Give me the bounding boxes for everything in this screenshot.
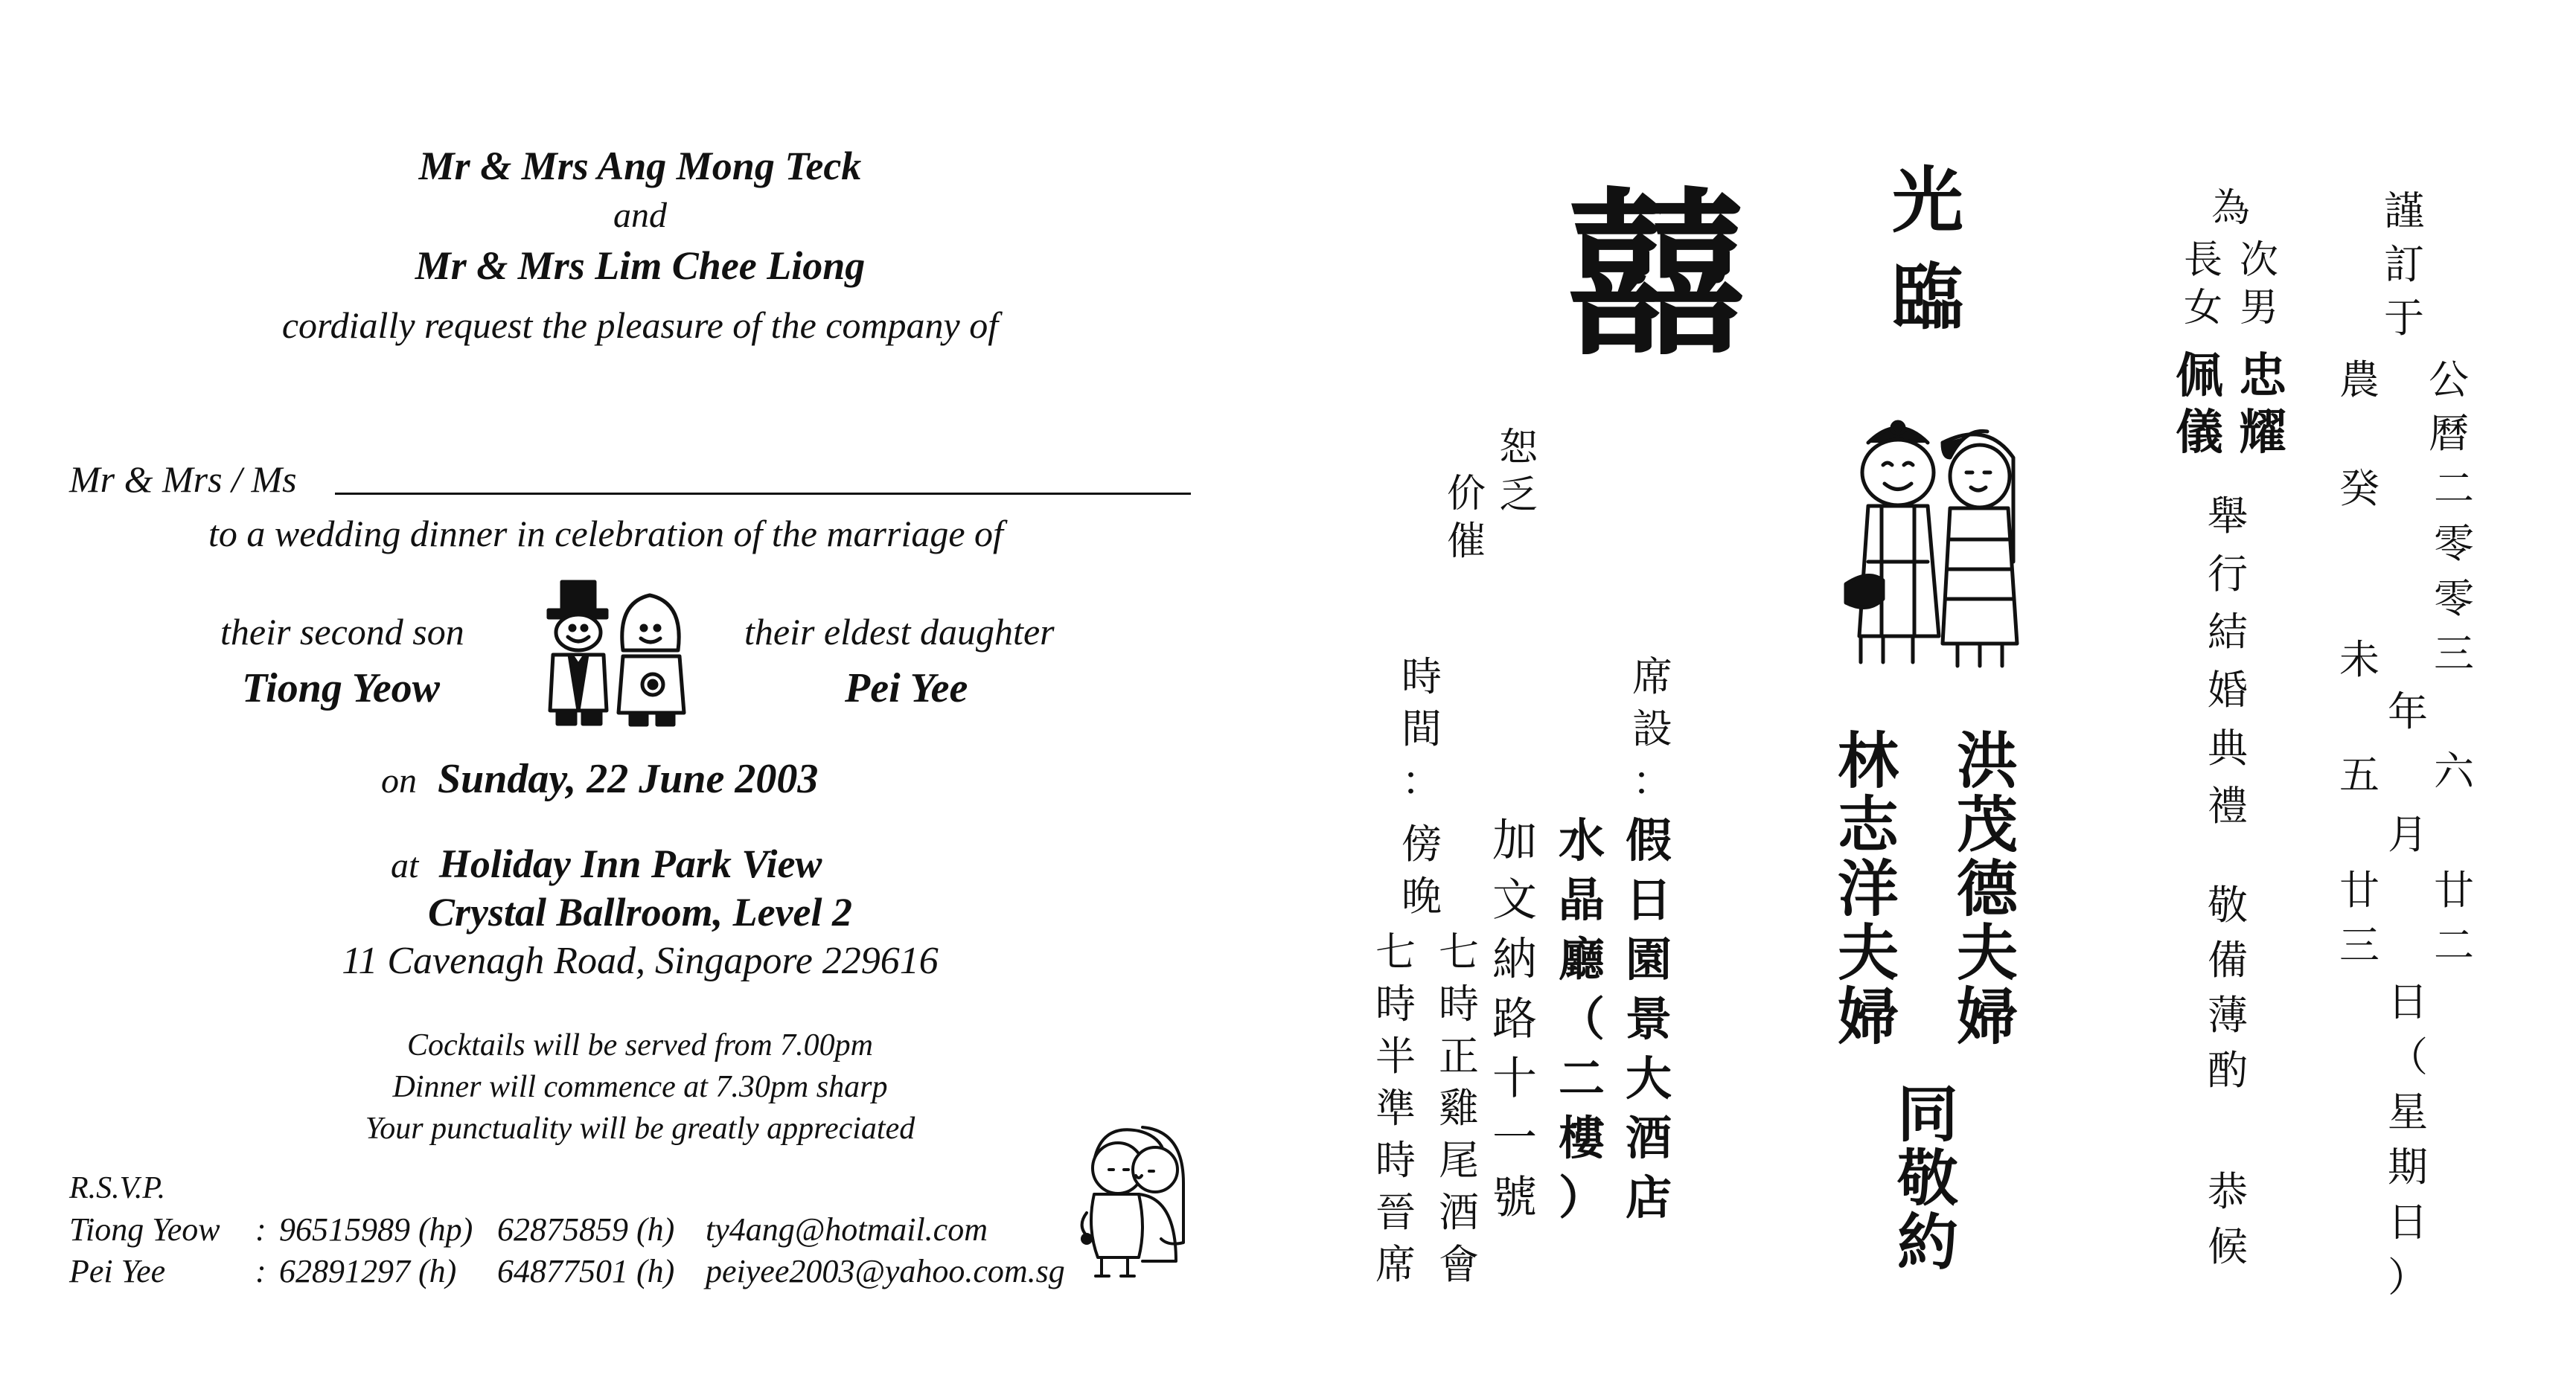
gonghou-column: 恭 候 (2208, 1168, 2248, 1270)
bride-chinese-name: 佩 儀 (2176, 348, 2223, 461)
day-of-week-column: 日 （ 星 期 日 ） (2388, 978, 2428, 1301)
host-line-1: Mr & Mrs Ang Mong Teck (418, 144, 862, 188)
liu-month-column: 六 (2434, 748, 2474, 795)
venue-column: 假 日 園 景 大 酒 店 (1625, 813, 1672, 1225)
wedding-couple-cartoon-icon (1838, 413, 2032, 673)
address-line: 11 Cavenagh Road, Singapore 229616 (342, 940, 939, 982)
groom-chinese-name: 忠 耀 (2239, 348, 2286, 461)
rsvp-phone-h: 64877501 (h) (497, 1253, 675, 1289)
venue-prefix: at (391, 846, 419, 885)
guanglin-column: 光 臨 (1892, 158, 1963, 339)
rsvp-phone-h: 62875859 (h) (497, 1211, 675, 1248)
venue-name: Holiday Inn Park View (438, 842, 822, 886)
bride-name: Pei Yee (845, 665, 968, 711)
date-line (381, 755, 818, 803)
cocktail-time-column: 七 時 正 雞 尾 酒 會 (1439, 929, 1479, 1288)
rsvp-separator: : (255, 1253, 266, 1289)
rsvp-email: peiyee2003@yahoo.com.sg (706, 1253, 1065, 1289)
rsvp-phone-hp: 96515989 (hp) (279, 1211, 473, 1248)
gregorian-year-column: 二 零 零 三 (2434, 465, 2474, 677)
guest-name-line (335, 493, 1191, 495)
guest-label: Mr & Mrs / Ms (69, 458, 297, 500)
bride-relation: their eldest daughter (744, 611, 1055, 653)
dinner-time-column: 七 時 半 準 時 晉 席 (1375, 929, 1416, 1288)
rsvp-phone-hp: 62891297 (h) (279, 1253, 457, 1289)
gongli-column: 公 曆 (2429, 356, 2469, 457)
rsvp-name: Tiong Yeow (69, 1211, 220, 1248)
jingbei-column: 敬 備 薄 酌 (2208, 882, 2248, 1094)
hall-column: 水 晶 廳 （ 二 樓 ） (1558, 813, 1605, 1225)
rsvp-email: ty4ang@hotmail.com (706, 1211, 988, 1248)
jindingyu-column: 謹 訂 于 (2384, 188, 2424, 342)
tongjingyue-column: 同 敬 約 (1896, 1079, 1958, 1278)
rsvp-name: Pei Yee (69, 1253, 166, 1289)
and-line: and (613, 196, 667, 235)
shijian-label-column: 時 間 ： (1402, 653, 1442, 804)
shuzhi-column: 恕 乏 (1498, 426, 1538, 518)
ceremony-column: 舉 行 結 婚 典 禮 (2208, 493, 2248, 830)
host-line-2: Mr & Mrs Lim Chee Liong (415, 243, 866, 288)
venue-line (391, 841, 822, 887)
nian-column: 年 (2388, 688, 2428, 735)
note-cocktails: Cocktails will be served from 7.00pm (406, 1028, 874, 1062)
nong-column: 農 (2339, 356, 2380, 403)
date-prefix: on (381, 761, 417, 801)
rsvp-separator: : (255, 1211, 266, 1248)
wedding-date: Sunday, 22 June 2003 (438, 756, 819, 802)
groom-name: Tiong Yeow (242, 665, 441, 711)
host-lin-column: 林 志 洋 夫 婦 (1837, 725, 1899, 1053)
zhangnu-column: 長 女 (2183, 238, 2222, 330)
yue-column: 月 (2388, 811, 2428, 858)
kissing-couple-icon (1072, 1116, 1198, 1287)
groom-relation: their second son (220, 611, 464, 653)
couple-cartoon-icon (540, 573, 703, 733)
rsvp-label: R.S.V.P. (69, 1171, 166, 1205)
occasion-line: to a wedding dinner in celebration of the marriage of (208, 513, 1003, 554)
gui-column: 癸 (2339, 465, 2380, 512)
wei-column: 為 (2211, 186, 2250, 231)
request-line: cordially request the pleasure of the company of (281, 304, 999, 346)
bangwan-column: 傍 晚 (1402, 821, 1442, 920)
niansan-column: 廿 三 (2339, 867, 2380, 969)
wei-year-column: 未 (2339, 636, 2380, 683)
nianer-column: 廿 二 (2434, 867, 2474, 969)
note-punctuality: Your punctuality will be greatly appreciated (365, 1112, 915, 1146)
address-column: 加 文 納 路 十 一 號 (1492, 815, 1537, 1224)
cinan-column: 次 男 (2239, 238, 2278, 330)
hall-line: Crystal Ballroom, Level 2 (428, 890, 852, 935)
double-happiness-icon: 囍 (1567, 170, 1746, 380)
note-dinner: Dinner will commence at 7.30pm sharp (392, 1070, 888, 1104)
host-hong-column: 洪 茂 德 夫 婦 (1956, 725, 2018, 1053)
xishe-label-column: 席 設 ： (1632, 653, 1672, 804)
wu-month-column: 五 (2339, 751, 2380, 798)
jiecui-column: 价 催 (1446, 472, 1486, 564)
